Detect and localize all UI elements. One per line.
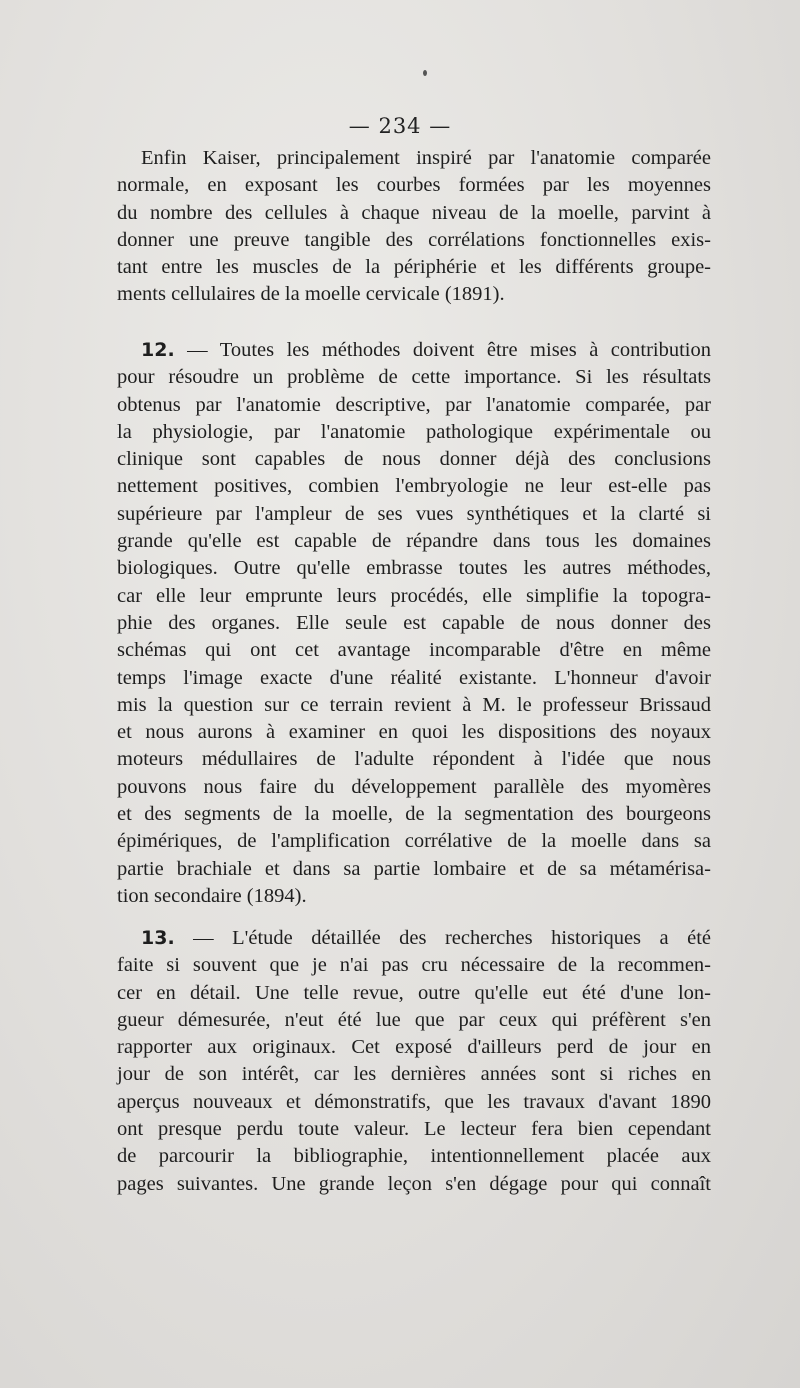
- text-line: pouvons nous faire du développement parallèle des myomères: [117, 775, 711, 798]
- text-line: faite si souvent que je n'ai pas cru nécessaire de la recommen-: [117, 954, 711, 977]
- paragraph-12: [117, 337, 711, 910]
- paragraph-1: [117, 145, 711, 309]
- text-line: biologiques. Outre qu'elle embrasse toutes les autres méthodes,: [117, 557, 711, 580]
- text-line: et nous aurons à examiner en quoi les dispositions des noyaux: [117, 721, 711, 744]
- text-line: tion secondaire (1894).: [117, 884, 307, 907]
- ink-speck: [423, 70, 427, 76]
- text-line: schémas qui ont cet avantage incomparable d'être en même: [117, 639, 711, 662]
- text-line: ont presque perdu toute valeur. Le lecteur fera bien cependant: [117, 1118, 711, 1141]
- text-line: supérieure par l'ampleur de ses vues synthétiques et la clarté si: [117, 502, 711, 525]
- text-line: donner une preuve tangible des corrélations fonctionnelles exis-: [117, 228, 711, 251]
- text-line: et des segments de la moelle, de la segmentation des bourgeons: [117, 803, 711, 826]
- text-line-with-number: [117, 925, 711, 952]
- text-line: cer en détail. Une telle revue, outre qu'elle eut été d'une lon-: [117, 981, 711, 1004]
- text-line: Enfin Kaiser, principalement inspiré par l'anatomie comparée: [141, 147, 711, 169]
- text-line: grande qu'elle est capable de répandre dans tous les domaines: [117, 530, 711, 553]
- text-line: tant entre les muscles de la périphérie et les différents groupe-: [117, 256, 711, 279]
- text-line: temps l'image exacte d'une réalité existante. L'honneur d'avoir: [117, 666, 711, 689]
- text-line: nettement positives, combien l'embryologie ne leur est-elle pas: [117, 475, 711, 498]
- text-line: de parcourir la bibliographie, intentionnellement placée aux: [117, 1145, 711, 1168]
- text-line: clinique sont capables de nous donner déjà des conclusions: [117, 448, 711, 471]
- text-line: la physiologie, par l'anatomie pathologique expérimentale ou: [117, 420, 711, 443]
- text-line-content: — Toutes les méthodes doivent être mises à contribution: [187, 339, 712, 361]
- text-line: car elle leur emprunte leurs procédés, elle simplifie la topogra-: [117, 584, 711, 607]
- text-line: normale, en exposant les courbes formées par les moyennes: [117, 174, 711, 197]
- text-line: jour de son intérêt, car les dernières années sont si riches en: [117, 1063, 711, 1086]
- paragraph-number: 12.: [141, 339, 175, 361]
- text-line: moteurs médullaires de l'adulte répondent à l'idée que nous: [117, 748, 711, 771]
- text-line: pages suivantes. Une grande leçon s'en dégage pour qui connaît: [117, 1172, 711, 1195]
- paragraph-number: 13.: [141, 927, 175, 949]
- text-line: obtenus par l'anatomie descriptive, par l'anatomie comparée, par: [117, 393, 711, 416]
- text-line-content: — L'étude détaillée des recherches historiques a été: [193, 927, 711, 949]
- text-line: phie des organes. Elle seule est capable de nous donner des: [117, 611, 711, 634]
- text-line: aperçus nouveaux et démonstratifs, que les travaux d'avant 1890: [117, 1090, 711, 1113]
- text-line: pour résoudre un problème de cette importance. Si les résultats: [117, 366, 711, 389]
- text-line: ments cellulaires de la moelle cervicale (1891).: [117, 283, 505, 306]
- text-line: du nombre des cellules à chaque niveau de la moelle, parvint à: [117, 201, 711, 224]
- text-line: mis la question sur ce terrain revient à M. le professeur Brissaud: [117, 693, 711, 716]
- text-line-with-number: [117, 337, 711, 364]
- text-line: partie brachiale et dans sa partie lombaire et de sa métamérisa-: [117, 857, 711, 880]
- page-number: — 234 —: [348, 114, 452, 138]
- text-line: gueur démesurée, n'eut été lue que par ceux qui préfèrent s'en: [117, 1008, 711, 1031]
- text-line: épimériques, de l'amplification corrélative de la moelle dans sa: [117, 830, 711, 853]
- text-line: rapporter aux originaux. Cet exposé d'ailleurs perd de jour en: [117, 1036, 711, 1059]
- paragraph-13: [117, 925, 711, 1198]
